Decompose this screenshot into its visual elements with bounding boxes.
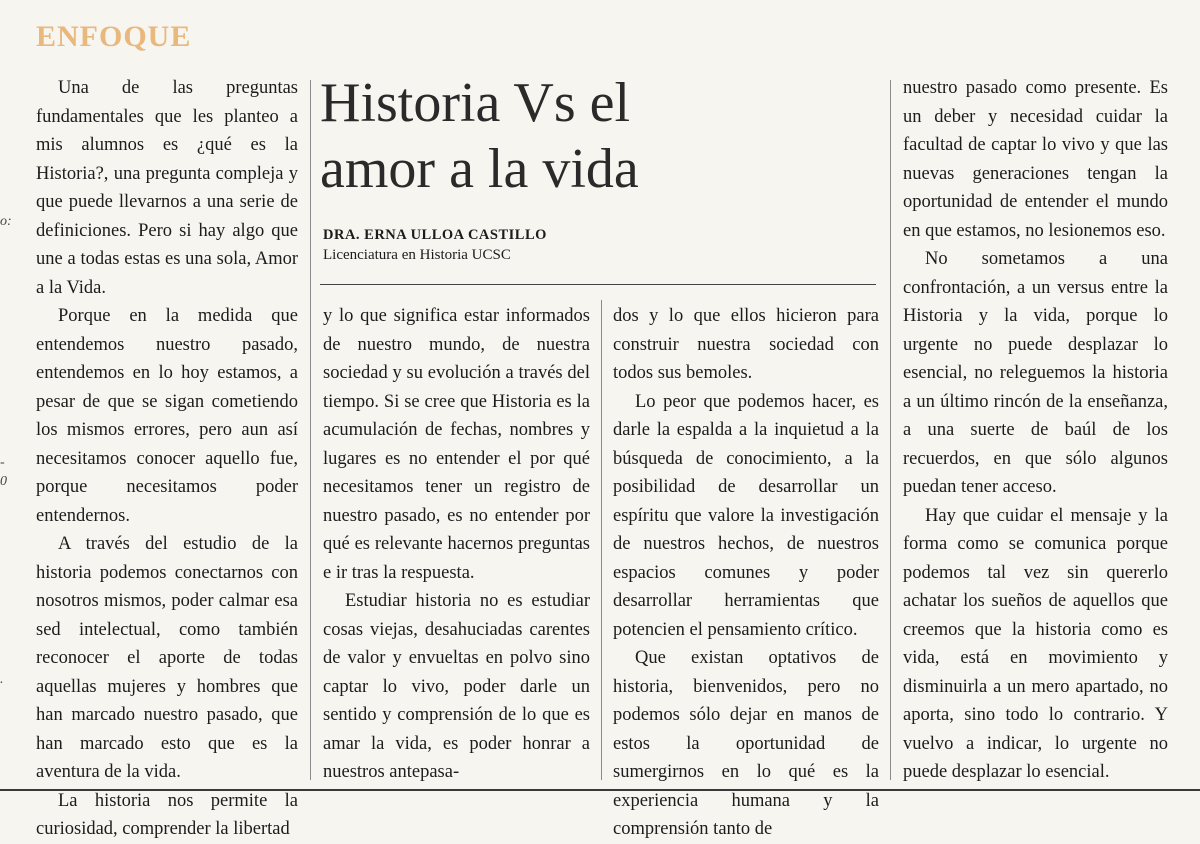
paragraph: A través del estudio de la historia podemos conectarnos con nosotros mismos, poder calmar esa sed intelectual, como también reconocer el aporte de todas aquellas mujeres y hombres que han marcado nuestro pasado, que han marcado esto que es la aventura de la vida.: [36, 534, 298, 782]
edge-fragment: .: [0, 672, 4, 687]
section-label: ENFOQUE: [36, 20, 192, 53]
paragraph: nuestro pasado como presente. Es un deber y necesidad cuidar la facultad de captar lo vivo y que las nuevas generaciones tengan la oportunidad de entender el mundo en que estamos, no lesionemos eso.: [903, 78, 1168, 241]
paragraph: Que existan optativos de historia, bienvenidos, pero no podemos sólo dejar en manos de estos la oportunidad de sumergirnos en lo qué es la experiencia humana y la comprensión tanto de: [613, 648, 879, 839]
bottom-rule: [0, 789, 1200, 791]
column-separator: [601, 300, 602, 780]
paragraph: Estudiar historia no es estudiar cosas viejas, desahuciadas carentes de valor y envueltas en polvo sino captar lo vivo, poder darle un sentido y comprensión de lo que es amar la vida, es poder honrar a nuestros antepasa-: [323, 591, 590, 782]
headline-line-2: amor a la vida: [320, 138, 639, 200]
headline-line-1: Historia Vs el: [320, 72, 631, 134]
article-column-1: [36, 74, 298, 844]
article-column-4: [903, 74, 1168, 787]
paragraph: Una de las preguntas fundamentales que les planteo a mis alumnos es ¿qué es la Historia?, una pregunta compleja y que puede llevarnos a una serie de definiciones. Pero si hay algo que une a todas estas es una sola, Amor a la Vida.: [36, 78, 298, 298]
paragraph: y lo que significa estar informados de nuestro mundo, de nuestra sociedad y su evolución a través del tiempo. Si se cree que Historia es la acumulación de fechas, nombres y lugares es no entender el por qué necesitamos tener un registro de nuestro pasado, es no entender por qué es relevante hacernos preguntas e ir tras la respuesta.: [323, 306, 590, 583]
paragraph: No sometamos a una confrontación, a un versus entre la Historia y la vida, porque lo urgente no puede desplazar lo esencial, no releguemos la historia a un último rincón de la enseñanza, a una suerte de baúl de los recuerdos, en que sólo algunos puedan tener acceso.: [903, 249, 1168, 497]
author-role: Licenciatura en Historia UCSC: [323, 247, 511, 263]
article-headline: [320, 70, 880, 202]
paragraph: dos y lo que ellos hicieron para construir nuestra sociedad con todos sus bemoles.: [613, 306, 879, 383]
column-separator: [310, 80, 311, 780]
article-column-2: [323, 302, 590, 787]
edge-fragment: o:: [0, 214, 12, 229]
article-column-3: [613, 302, 879, 844]
header-rule: [320, 284, 876, 285]
edge-fragment: 0: [0, 474, 7, 489]
paragraph: Porque en la medida que entendemos nuestro pasado, entendemos en lo hoy estamos, a pesar de que se sigan cometiendo los mismos errores, pero aun así necesitamos conocer aquello fue, porque necesitamos poder entendernos.: [36, 306, 298, 526]
edge-fragment: -: [0, 455, 5, 470]
author-name: DRA. ERNA ULLOA CASTILLO: [323, 227, 547, 243]
paragraph: Hay que cuidar el mensaje y la forma como se comunica porque podemos tal vez sin quererlo achatar los sueños de aquellos que creemos que la historia como es vida, está en movimiento y disminuirla a un mero apartado, no aporta, sino todo lo contrario. Y vuelvo a indicar, lo urgente no puede desplazar lo esencial.: [903, 505, 1168, 782]
column-separator: [890, 80, 891, 780]
paragraph: La historia nos permite la curiosidad, comprender la libertad: [36, 790, 298, 839]
paragraph: Lo peor que podemos hacer, es darle la espalda a la inquietud a la búsqueda de conocimiento, a la posibilidad de desarrollar un espíritu que valore la investigación de nuestros hechos, de nuestros espacios comunes y poder desarrollar herramientas que potencien el pensamiento crítico.: [613, 391, 879, 640]
